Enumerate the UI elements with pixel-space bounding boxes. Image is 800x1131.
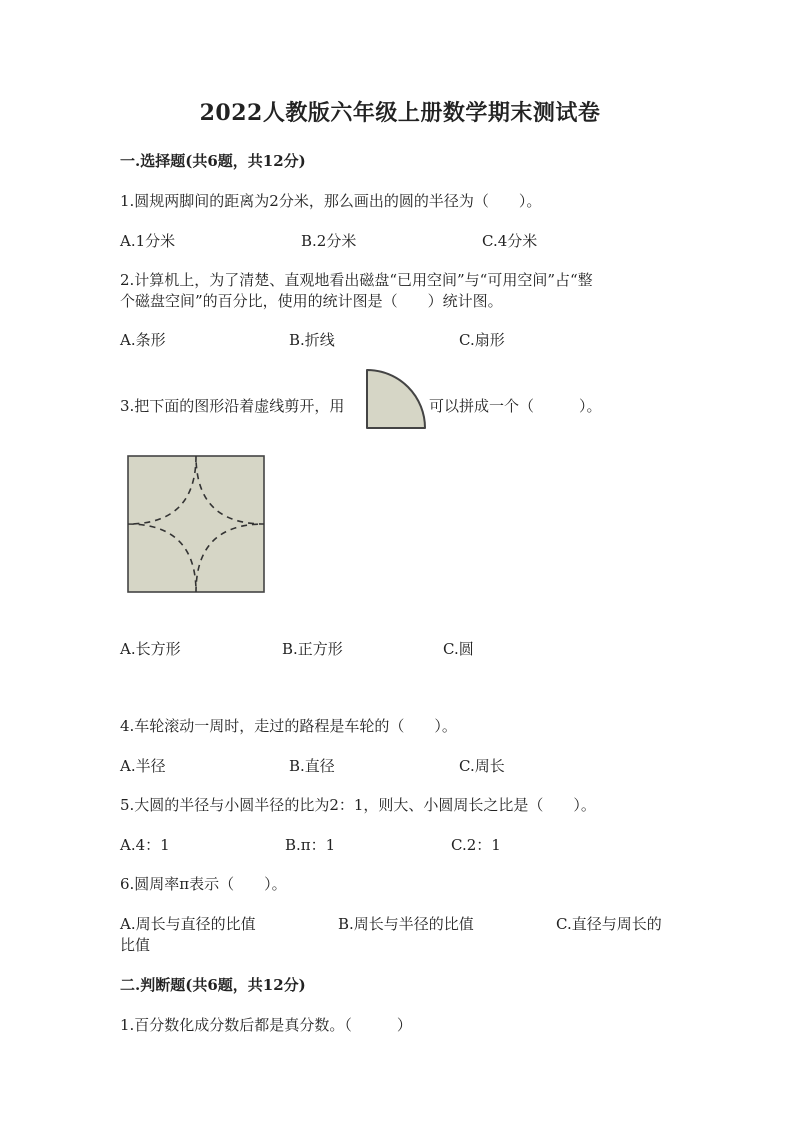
q1-option-b: B.2分米 xyxy=(301,232,357,250)
q6-option-a: A.周长与直径的比值 xyxy=(120,915,256,933)
q6-option-b: B.周长与半径的比值 xyxy=(338,915,474,933)
question-5: 5.大圆的半径与小圆半径的比为2：1，则大、小圆周长之比是（ ）。 xyxy=(120,796,596,814)
q4-option-b: B.直径 xyxy=(289,757,335,775)
q3-option-c: C.圆 xyxy=(443,640,474,658)
q5-option-b: B.π：1 xyxy=(285,836,336,854)
q2-option-c: C.扇形 xyxy=(459,331,505,349)
section-heading-choice: 一.选择题(共6题，共12分) xyxy=(120,152,306,170)
q1-option-a: A.1分米 xyxy=(120,232,176,250)
q2-option-a: A.条形 xyxy=(120,331,166,349)
question-4: 4.车轮滚动一周时，走过的路程是车轮的（ ）。 xyxy=(120,717,457,735)
question-2-line1: 2.计算机上，为了清楚、直观地看出磁盘“已用空间”与“可用空间”占“整 xyxy=(120,271,593,289)
q6-option-c: C.直径与周长的 xyxy=(556,915,662,933)
judgment-question-1: 1.百分数化成分数后都是真分数。（ ） xyxy=(120,1016,412,1034)
q2-option-b: B.折线 xyxy=(289,331,335,349)
question-2-line2: 个磁盘空间”的百分比，使用的统计图是（ ）统计图。 xyxy=(120,292,503,310)
section-heading-judgment: 二.判断题(共6题，共12分) xyxy=(120,976,306,994)
q3-option-b: B.正方形 xyxy=(282,640,343,658)
q3-option-a: A.长方形 xyxy=(120,640,181,658)
q4-option-a: A.半径 xyxy=(120,757,166,775)
question-3-text-before: 3.把下面的图形沿着虚线剪开，用 xyxy=(120,397,345,415)
question-3-text-after: 可以拼成一个（ ）。 xyxy=(429,397,602,415)
q6-option-c-wrap: 比值 xyxy=(120,936,151,954)
q1-option-c: C.4分米 xyxy=(482,232,538,250)
q4-option-c: C.周长 xyxy=(459,757,505,775)
square-dashed-figure xyxy=(127,455,265,593)
page-title: 2022人教版六年级上册数学期末测试卷 xyxy=(199,100,601,126)
q5-option-a: A.4：1 xyxy=(120,836,170,854)
question-6: 6.圆周率π表示（ ）。 xyxy=(120,875,287,893)
q5-option-c: C.2：1 xyxy=(451,836,501,854)
quarter-circle-figure xyxy=(366,369,426,429)
question-1: 1.圆规两脚间的距离为2分米，那么画出的圆的半径为（ ）。 xyxy=(120,192,542,210)
